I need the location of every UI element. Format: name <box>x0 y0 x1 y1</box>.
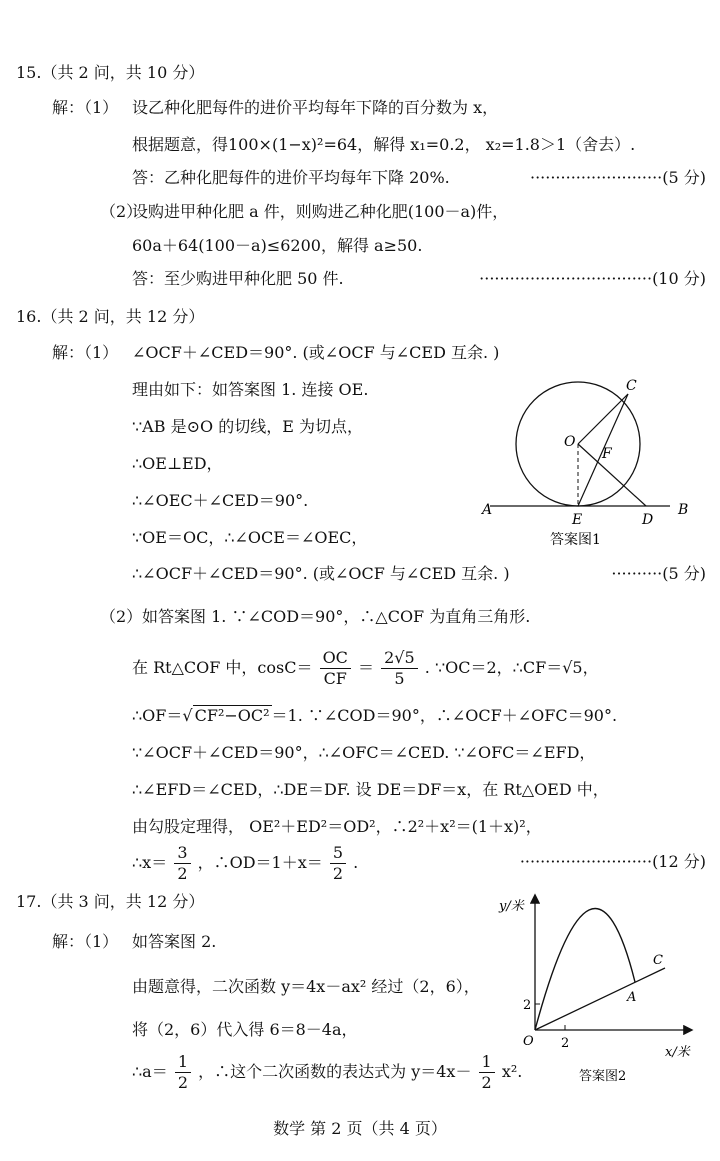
q16-part2-line4: ∵∠OCF＋∠CED＝90°，∴∠OFC＝∠CED. ∵∠OFC＝∠EFD， <box>132 743 596 762</box>
q15-part1-line3: 答：乙种化肥每件的进价平均每年下降 20%. <box>132 168 450 187</box>
fraction-denominator: 2 <box>177 864 188 883</box>
fig1-segment-od <box>578 444 646 506</box>
q16-part2-line7c: . <box>353 853 359 872</box>
page-footer: 数学 第 2 页（共 4 页） <box>273 1119 447 1138</box>
figure-1-diagram <box>470 372 705 552</box>
fig2-x-axis-label: x/米 <box>665 1045 690 1060</box>
fraction-numerator: 3 <box>174 843 190 864</box>
q16-part2-label: （2） <box>100 607 143 626</box>
q16-part2-line7b: ，∴OD＝1＋x＝ <box>197 853 323 872</box>
fig1-label-d: D <box>642 512 654 528</box>
fig2-caption: 答案图2 <box>579 1069 627 1084</box>
q16-part1-line5: ∴∠OEC＋∠CED＝90°. <box>132 491 309 510</box>
q17-part1-line4b: ，∴这个二次函数的表达式为 y＝4x－ <box>198 1062 472 1081</box>
q16-part2-points: ··························(12 分) <box>519 852 706 871</box>
q17-part1-line2: 由题意得，二次函数 y＝4x－ax² 经过（2，6）， <box>132 977 480 996</box>
fraction-2sqrt5-5 <box>381 648 418 689</box>
figure-2-graph <box>495 888 710 1088</box>
fraction-numerator: 1 <box>479 1052 495 1073</box>
fig2-line-oc <box>535 968 665 1030</box>
sqrt-sign: √ <box>182 706 193 725</box>
q16-part2-line5: ∴∠EFD＝∠CED，∴DE＝DF. 设 DE＝DF＝x，在 Rt△OED 中， <box>132 780 609 799</box>
q15-part1-line1: 设乙种化肥每件的进价平均每年下降的百分数为 x， <box>132 98 499 117</box>
fraction-5-2 <box>330 843 346 884</box>
q17-part1-line4a: ∴a＝ <box>132 1062 168 1081</box>
fraction-3-2 <box>174 843 190 884</box>
q17-part1-line4 <box>132 1052 522 1093</box>
fig2-label-c: C <box>653 953 663 968</box>
fraction-numerator: 1 <box>175 1052 191 1073</box>
q16-part1-line1: ∠OCF＋∠CED＝90°. (或∠OCF 与∠CED 互余. ) <box>132 343 500 362</box>
q16-part1-line2: 理由如下：如答案图 1. 连接 OE. <box>132 380 369 399</box>
q16-part2-line3b: ＝1. ∵∠COD＝90°，∴∠OCF＋∠OFC＝90°. <box>271 706 618 725</box>
q15-part1-points: ··························(5 分) <box>530 168 706 187</box>
q16-header: 16.（共 2 问，共 12 分） <box>16 307 205 326</box>
fig2-y-axis-label: y/米 <box>499 899 524 914</box>
q16-part2-line7a: ∴x＝ <box>132 853 168 872</box>
q15-part1-line2: 根据题意，得100×(1−x)²=64，解得 x₁=0.2， x₂=1.8＞1（舍去）. <box>132 135 636 154</box>
q17-part1-label: 解：（1） <box>52 932 119 951</box>
q16-part1-points: ··········(5 分) <box>611 564 706 583</box>
q17-header: 17.（共 3 问，共 12 分） <box>16 892 205 911</box>
q15-part2-line3: 答：至少购进甲种化肥 50 件. <box>132 269 344 288</box>
q15-part2-points: ··································(10 分) <box>479 269 706 288</box>
fraction-denominator: CF <box>323 669 347 688</box>
q17-part1-line1: 如答案图 2. <box>132 932 217 951</box>
fig1-label-b: B <box>678 502 689 518</box>
fraction-numerator: OC <box>320 648 351 669</box>
q15-part1-label: 解：（1） <box>52 98 119 117</box>
equals-sign: ＝ <box>358 658 375 677</box>
q15-part2-line2: 60a＋64(100－a)≤6200，解得 a≥50. <box>132 236 423 255</box>
q15-part2-line1: 设购进甲种化肥 a 件，则购进乙种化肥(100－a)件， <box>132 202 509 221</box>
fig2-parabola <box>535 909 635 1031</box>
fraction-denominator: 2 <box>332 864 344 883</box>
fig1-label-e: E <box>572 512 583 528</box>
fraction-denominator: 5 <box>394 669 405 688</box>
q15-part2-label: （2） <box>100 202 143 221</box>
q16-part2-line2b: . ∵OC＝2，∴CF＝√5， <box>424 658 599 677</box>
fig1-segment-oc <box>578 394 628 444</box>
fraction-numerator: 5 <box>330 843 346 864</box>
fig1-label-f: F <box>602 446 612 462</box>
q16-part2-line6: 由勾股定理得， OE²＋ED²＝OD²，∴2²＋x²＝(1＋x)²， <box>132 817 542 836</box>
sqrt-radicand: CF²−OC² <box>194 706 270 725</box>
fig1-caption: 答案图1 <box>550 532 601 548</box>
fig1-label-c: C <box>626 378 637 394</box>
q17-part1-line3: 将（2，6）代入得 6＝8－4a， <box>132 1020 358 1039</box>
q16-part2-line3a: ∴OF＝ <box>132 706 183 725</box>
q15-header: 15.（共 2 问，共 10 分） <box>16 63 205 82</box>
fig1-label-o: O <box>564 434 576 450</box>
fraction-1-2-coef <box>479 1052 495 1093</box>
fraction-denominator: 2 <box>481 1073 492 1092</box>
fraction-oc-cf <box>320 648 351 689</box>
q16-part1-line6: ∵OE＝OC，∴∠OCE＝∠OEC， <box>132 528 368 547</box>
q16-part2-line2 <box>132 648 599 689</box>
q17-part1-line4c: x². <box>501 1062 523 1081</box>
q16-part2-line1: 如答案图 1. ∵∠COD＝90°，∴△COF 为直角三角形. <box>142 607 531 626</box>
q16-part1-label: 解：（1） <box>52 343 119 362</box>
fig2-origin-label: O <box>523 1034 534 1049</box>
fig2-y-tick-label: 2 <box>523 998 532 1013</box>
fig2-label-a: A <box>627 990 637 1005</box>
fig2-x-tick-label: 2 <box>561 1036 570 1051</box>
fig1-label-a: A <box>482 502 493 518</box>
q16-part2-line7 <box>132 843 358 884</box>
q16-part1-line7: ∴∠OCF＋∠CED＝90°. (或∠OCF 与∠CED 互余. ) <box>132 564 510 583</box>
q16-part1-line4: ∴OE⊥ED， <box>132 454 223 473</box>
q16-part2-line3 <box>132 705 617 727</box>
q16-part2-line2a: 在 Rt△COF 中，cosC＝ <box>132 658 313 677</box>
fraction-1-2 <box>175 1052 191 1093</box>
fraction-denominator: 2 <box>177 1073 189 1092</box>
q16-part1-line3: ∵AB 是⊙O 的切线，E 为切点， <box>132 417 363 436</box>
fraction-numerator: 2√5 <box>381 648 418 669</box>
